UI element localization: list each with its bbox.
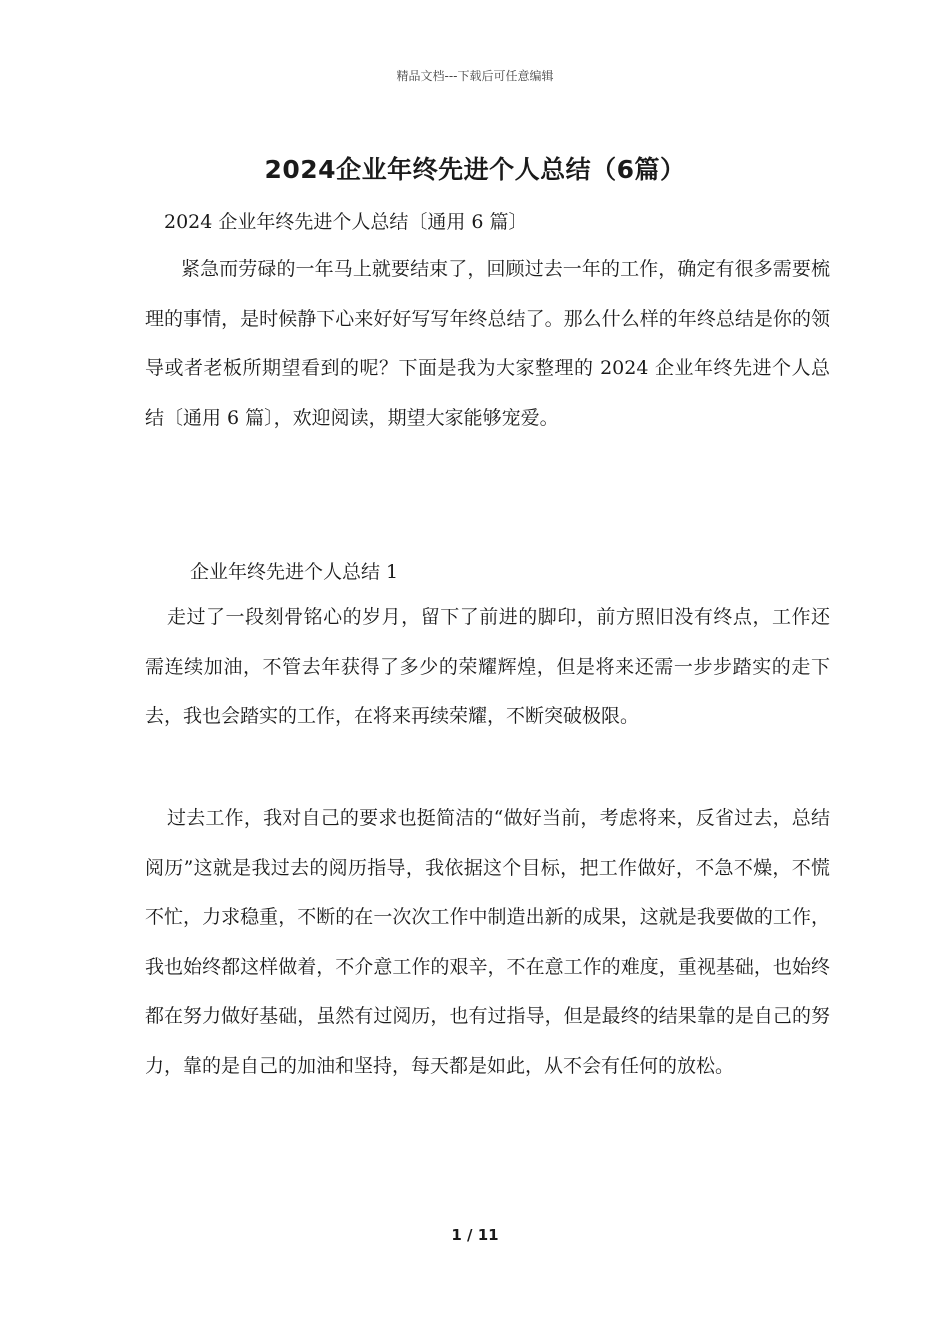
page-number: 1 / 11	[451, 1226, 499, 1244]
body-paragraph: 过去工作，我对自己的要求也挺简洁的“做好当前，考虑将来，反省过去，总结阅历”这就是我过去的阅历指导，我依据这个目标，把工作做好，不急不燥，不慌不忙，力求稳重，不断的在一次次工作中制造出新的成果，这就是我要做的工作，我也始终都这样做着，不介意工作的艰辛，不在意工作的难度，重视基础，也始终都在努力做好基础，虽然有过阅历，也有过指导，但是最终的结果靠的是自己的努力，靠的是自己的加油和坚持，每天都是如此，从不会有任何的放松。	[145, 807, 830, 1077]
body-paragraph: 走过了一段刻骨铭心的岁月，留下了前进的脚印，前方照旧没有终点，工作还需连续加油，不管去年获得了多少的荣耀辉煌，但是将来还需一步步踏实的走下去，我也会踏实的工作，在将来再续荣耀，不断突破极限。	[145, 606, 830, 727]
section-heading: 企业年终先进个人总结 1	[190, 561, 399, 583]
header-note: 精品文档---下载后可任意编辑	[396, 69, 554, 83]
intro-paragraph: 紧急而劳碌的一年马上就要结束了，回顾过去一年的工作，确定有很多需要梳理的事情，是时候静下心来好好写写年终总结了。那么什么样的年终总结是你的领导或者老板所期望看到的呢？下面是我为大家整理的 2024 企业年终先进个人总结〔通用 6 篇〕，欢迎阅读，期望大家能够宠爱。	[145, 258, 830, 429]
document-subtitle: 2024 企业年终先进个人总结〔通用 6 篇〕	[164, 211, 528, 233]
document-title: 2024企业年终先进个人总结（6篇）	[264, 155, 686, 184]
